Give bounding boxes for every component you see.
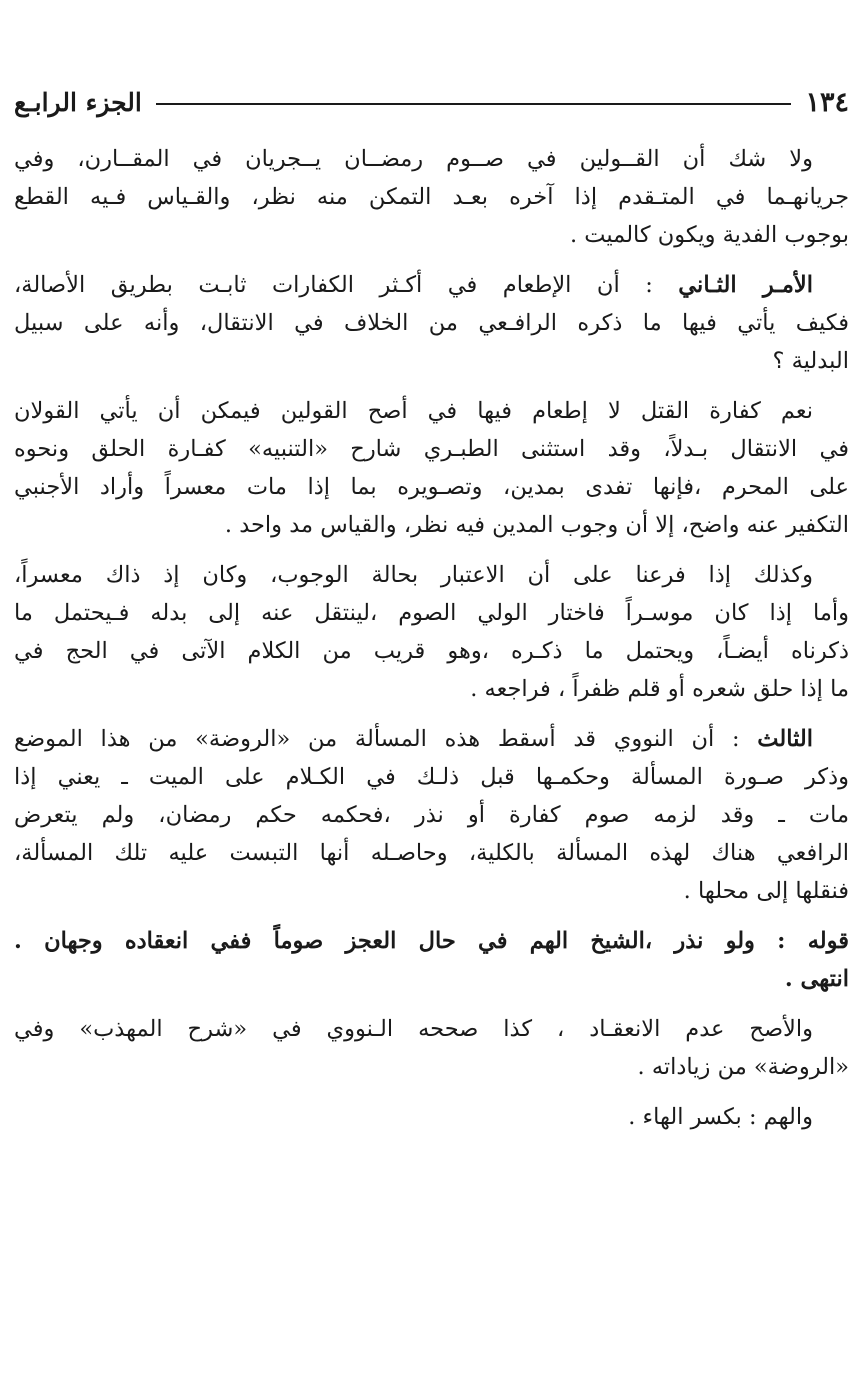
paragraph-lead: الثالث [757, 726, 813, 752]
paragraph [14, 556, 849, 708]
paragraph [14, 1010, 849, 1086]
text-line: فنقلها إلى محلها . [683, 878, 849, 904]
header-rule [156, 103, 792, 105]
quoted-paragraph [14, 922, 849, 998]
page-header [14, 82, 849, 122]
text-line: جريانهـما في المتـقدم إذا آخره بعـد التمكن منه نظر، والقـياس فـيه القطع [14, 184, 849, 210]
text-line [14, 720, 849, 758]
text-line: ذكرناه أيضـاً، ويحتمل ما ذكـره ،وهو قريب من الكلام الآتى في الحج في [14, 638, 849, 664]
text-line: ما إذا حلق شعره أو قلم ظفراً ، فراجعه . [470, 676, 849, 702]
text-line: نعم كفارة القتل لا إطعام فيها في أصح القولين فيمكن أن يأتي القولان [14, 398, 813, 424]
text-run: : أن النووي قد أسقط هذه المسألة من «الروضة» من هذا الموضع [14, 726, 758, 752]
page-number: ١٣٤ [805, 86, 849, 118]
text-line: بوجوب الفدية ويكون كالميت . [570, 222, 849, 248]
paragraph [14, 392, 849, 544]
text-line: فكيف يأتي فيها ما ذكره الرافـعي من الخلاف في الانتقال، وأنه على سبيل [14, 310, 849, 336]
text-line: ولا شك أن القــولين في صــوم رمضــان يــجريان في المقــارن، وفي [14, 146, 813, 172]
text-line: وذكر صـورة المسألة وحكمـها قبل ذلـك في الكـلام على الميت ـ يعني إذا [14, 764, 849, 790]
page-body [14, 140, 849, 1136]
text-line [14, 266, 849, 304]
text-line: وكذلك إذا فرعنا على أن الاعتبار بحالة الوجوب، وكان إذ ذاك معسراً، [14, 562, 813, 588]
paragraph [14, 266, 849, 380]
paragraph-lead: الأمـر الثـاني [678, 272, 813, 298]
text-line: البدلية ؟ [772, 348, 849, 374]
text-line: مات ـ وقد لزمه صوم كفارة أو نذر ،فحكمه حكم رمضان، ولم يتعرض [14, 802, 849, 828]
text-line: التكفير عنه واضح، إلا أن وجوب المدين فيه نظر، والقياس مد واحد . [224, 512, 849, 538]
running-title: الجزء الرابـع [14, 87, 142, 117]
text-line: والأصح عدم الانعقـاد ، كذا صححه الـنووي في «شرح المهذب» وفي [14, 1016, 813, 1042]
text-line: في الانتقال بـدلاً، وقد استثنى الطبـري شارح «التنبيه» كفـارة الحلق ونحوه [14, 436, 849, 462]
text-run: : أن الإطعام في أكـثر الكفارات ثابـت بطريق الأصالة، [14, 272, 679, 298]
paragraph [14, 1098, 849, 1136]
text-line: على المحرم ،فإنها تفدى بمدين، وتصـويره بما إذا مات معسراً وأراد الأجنبي [14, 474, 849, 500]
text-line: الرافعي هناك لهذه المسألة بالكلية، وحاصـله أنها التبست عليه تلك المسألة، [14, 840, 849, 866]
text-line: انتهى . [784, 966, 849, 992]
text-line: والهم : بكسر الهاء . [628, 1104, 813, 1130]
paragraph [14, 140, 849, 254]
paragraph [14, 720, 849, 910]
text-line: وأما إذا كان موسـراً فاختار الولي الصوم ،لينتقل عنه إلى بدله فـيحتمل ما [14, 600, 849, 626]
text-line: «الروضة» من زياداته . [637, 1054, 849, 1080]
text-line: قوله : ولو نذر ،الشيخ الهم في حال العجز صوماً ففي انعقاده وجهان . [14, 928, 849, 954]
